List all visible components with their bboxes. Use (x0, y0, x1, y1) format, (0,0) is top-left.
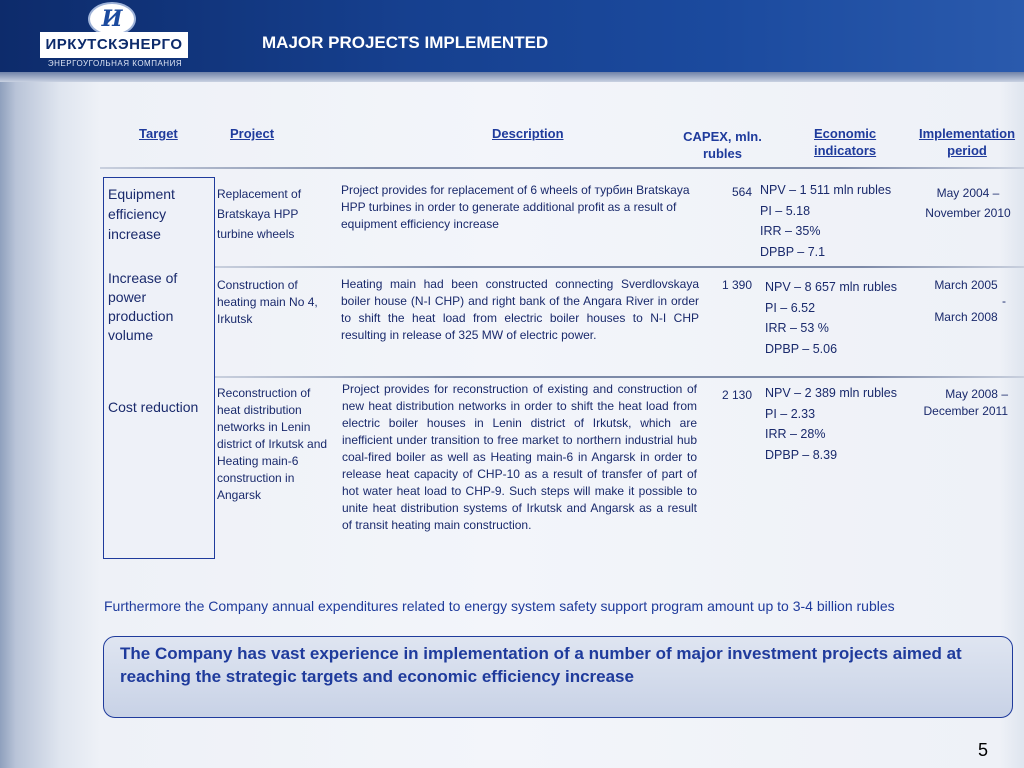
pi-value: PI – 5.18 (760, 203, 811, 218)
column-header-period: Implementation period (918, 126, 1016, 158)
dpbp-value: DPBP – 8.39 (765, 447, 838, 462)
header-divider (100, 167, 1024, 169)
page-title: MAJOR PROJECTS IMPLEMENTED (262, 33, 549, 52)
implementation-period: May 2008 – December 2011 (923, 387, 1008, 418)
pi-value: PI – 6.52 (765, 300, 816, 315)
irr-value: IRR – 53 % (765, 321, 829, 335)
period-separator: - (1002, 294, 1006, 308)
period-start: March 2005 (934, 278, 998, 292)
dpbp-value: DPBP – 5.06 (765, 341, 838, 356)
header-shadow (0, 72, 1024, 82)
column-header-economic: Economic indicators (814, 126, 877, 158)
project-name: Construction of heating main No 4, Irkutsk (217, 278, 318, 326)
capex-value: 1 390 (721, 278, 752, 292)
target-label: Increase of power production volume (108, 270, 178, 343)
row-divider (215, 266, 1024, 268)
implementation-period: May 2004 – November 2010 (925, 186, 1011, 220)
column-header-target: Target (139, 126, 178, 141)
row-divider (215, 376, 1024, 378)
npv-value: NPV – 1 511 mln rubles (760, 183, 892, 197)
pi-value: PI – 2.33 (765, 406, 816, 421)
expenditures-note: Furthermore the Company annual expenditures related to energy system safety support program amount up to 3-4 billion rubles (104, 598, 895, 614)
implementation-period (926, 277, 1006, 325)
page-number: 5 (978, 740, 989, 760)
period-end: March 2008 (934, 310, 998, 324)
economic-indicators (760, 180, 920, 262)
target-label: Equipment efficiency increase (108, 186, 175, 242)
irr-value: IRR – 28% (765, 427, 826, 441)
company-logo-icon: И (88, 2, 136, 36)
project-description: Project provides for replacement of 6 wheels of турбин Bratskaya HPP turbines in order to generate additional profit as a result of equipment efficiency increase (341, 183, 690, 231)
column-header-description: Description (492, 126, 564, 141)
callout-text: The Company has vast experience in implementation of a number of major investment projects aimed at reaching the strategic targets and economic efficiency increase (120, 644, 962, 686)
company-name: ИРКУТСКЭНЕРГО (40, 32, 188, 58)
capex-value: 564 (731, 185, 752, 199)
project-description: Heating main had been constructed connecting Sverdlovskaya boiler house (N-I CHP) and right bank of the Angara River in order to shift the heat load from electric boiler houses to N-I CHP resulting in release of 325 MW of electric power. (341, 277, 699, 342)
project-name: Reconstruction of heat distribution networks in Lenin district of Irkutsk and Heating main-6 construction in Angarsk (217, 386, 328, 502)
company-subtitle: ЭНЕРГОУГОЛЬНАЯ КОМПАНИЯ (47, 59, 183, 68)
project-name: Replacement of Bratskaya HPP turbine wheels (217, 187, 302, 241)
dpbp-value: DPBP – 7.1 (760, 244, 826, 259)
economic-indicators (765, 277, 925, 359)
capex-value: 2 130 (721, 388, 752, 402)
npv-value: NPV – 8 657 mln rubles (765, 280, 898, 294)
column-header-project: Project (230, 126, 275, 141)
project-description: Project provides for reconstruction of existing and construction of new heat distribution networks in order to shift the heat load from electric boiler houses in Lenin district of Irkutsk, which are inefficient under transition to free market to northern industrial hub coal-fired boiler as well as Heating main-6 in Angarsk in order to release heat capacity of CHP-10 as a result of transfer of part of hot water heat load to CHP-9. Such steps will make it possible to unite heat distribution systems of Irkutsk and Angarsk as a result of transit heating main construction. (342, 382, 697, 532)
column-header-capex: CAPEX, mln. rubles (683, 129, 762, 161)
target-label: Cost reduction (108, 399, 199, 415)
npv-value: NPV – 2 389 mln rubles (765, 386, 898, 400)
irr-value: IRR – 35% (760, 224, 821, 238)
